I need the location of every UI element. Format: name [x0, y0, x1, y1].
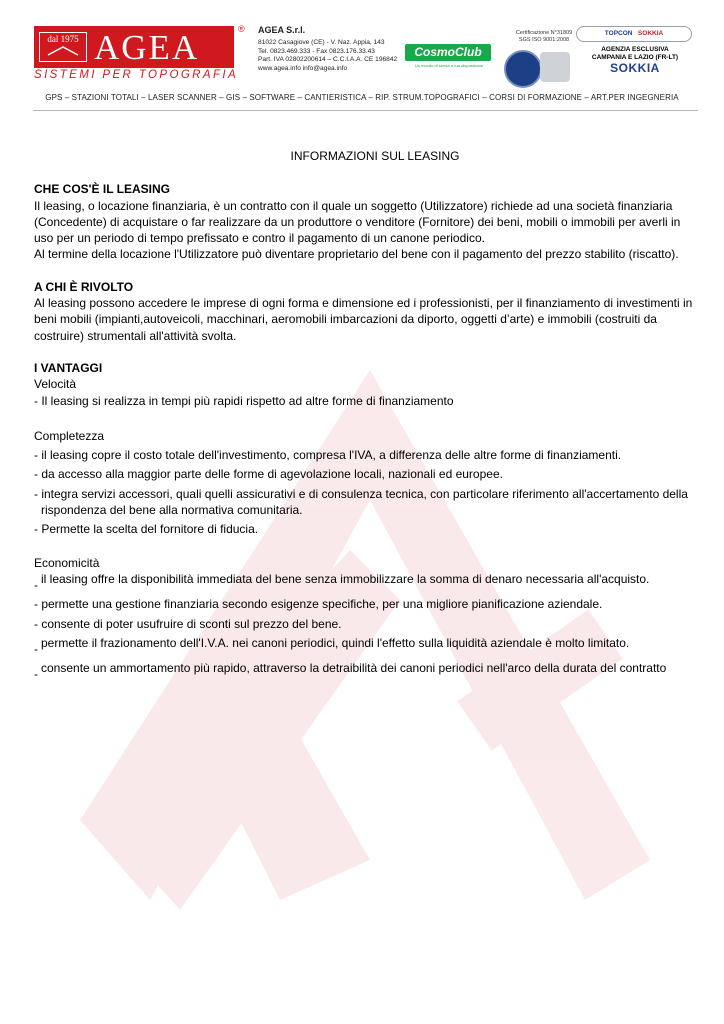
completezza-item: - il leasing copre il costo totale dell'investimento, compresa l'IVA, a differenza delle altre forme di finanziamenti.	[34, 448, 622, 463]
topcon-sokkia-badge	[576, 26, 692, 42]
company-phone: Tel. 0823.469.333 - Fax 0823.176.33.43	[258, 47, 375, 55]
cosmoclub-logo	[405, 44, 493, 72]
header-divider	[33, 110, 698, 111]
services-line: GPS – STAZIONI TOTALI – LASER SCANNER – GIS – SOFTWARE – CANTIERISTICA – RIP. STRUM.TOPOGRAFICI – CORSI DI FORMAZIONE – ART.PER INGEGNERIA	[45, 93, 679, 102]
sgs-seal-icon	[540, 52, 570, 82]
leasing-definition: Il leasing, o locazione finanziaria, è un contratto con il quale un soggetto (Utilizzatore) richiede ad una società finanziaria (Concedente) di acquistare o far realizzare da un produttore o venditore (Fornitore) dei beni, mobili o immobili per averli in uso per un periodo di tempo prefissato e contro il pagamento di un canone periodico.	[34, 198, 681, 246]
completezza-item: - da accesso alla maggior parte delle forme di agevolazione locali, nazionali ed europee.	[34, 467, 503, 482]
document-body	[34, 148, 694, 682]
section-heading-who: A CHI È RIVOLTO	[34, 279, 134, 294]
leasing-target: Al leasing possono accedere le imprese di ogni forma e dimensione ed i professionisti, per il finanziamento di investimenti in beni mobili (impianti,autoveicoli, macchinari, aeromobili imbarcazioni da diporto, oggetti d’arte) e immobili (costruiti da costruire) strumentali all'attività svolta.	[34, 296, 693, 343]
economicita-item	[34, 571, 694, 593]
company-web: www.agea.info info@agea.info	[258, 65, 348, 73]
sokkia-logo: SOKKIA	[610, 61, 660, 75]
economicita-item: - permette una gestione finanziaria secondo esigenze specifiche, per una migliore pianificazione aziendale.	[34, 597, 603, 612]
sokkia-brand: SOKKIA	[637, 30, 664, 37]
economicita-label: Economicità	[34, 555, 100, 570]
company-address: 81022 Casagiove (CE) - V. Naz. Appia, 143	[258, 38, 385, 46]
section-heading-what: CHE COS'È IL LEASING	[34, 182, 170, 197]
document-title: INFORMAZIONI SUL LEASING	[290, 149, 460, 163]
letterhead	[0, 0, 724, 110]
logo-name: AGEA	[94, 28, 200, 67]
agency-region: CAMPANIA E LAZIO (FR-LT)	[591, 54, 679, 61]
economicita-item: - consente di poter usufruire di sconti sul prezzo del bene.	[34, 616, 342, 631]
economicita-item-text: il leasing offre la disponibilità immediata del bene senza immobilizzare la somma di denaro necessaria all'acquisto.	[41, 571, 650, 586]
completezza-label: Completezza	[34, 428, 105, 443]
certification-block	[500, 30, 573, 90]
topcon-brand: TOPCON	[604, 30, 633, 37]
registered-mark: ®	[238, 24, 245, 34]
velocita-label: Velocità	[34, 377, 77, 392]
cosmoclub-name: CosmoClub	[405, 44, 491, 61]
logo-since-text: dal 1975	[47, 34, 79, 44]
brand-block	[576, 26, 694, 86]
bullet-dash: -	[34, 641, 38, 656]
cert-standard: SGS ISO 9001:2008	[518, 37, 570, 43]
agea-logo	[34, 24, 245, 81]
bullet-dash: -	[34, 577, 38, 592]
bullet-dash: -	[34, 667, 38, 682]
cert-number: Certificazione N°31809	[515, 30, 573, 36]
logo-since-badge	[39, 32, 87, 62]
economicita-item	[34, 635, 694, 657]
company-info	[258, 26, 397, 74]
economicita-item-text: permette il frazionamento dell'I.V.A. nei canoni periodici, quindi l'effetto sulla liquidità aziendale è molto limitato.	[41, 635, 630, 650]
logo-tagline: SISTEMI PER TOPOGRAFIA	[34, 69, 239, 81]
completezza-item: - integra servizi accessori, quali quelli assicurativi e di consulenza tecnica, con particolare riferimento all'accertamento della rispondenza del bene alla normativa comunitaria.	[34, 486, 688, 518]
company-vat: Part. IVA 02802200614 – C.C.I.A.A. CE 196842	[258, 56, 398, 64]
velocita-item: - Il leasing si realizza in tempi più rapidi rispetto ad altre forme di finanziamento	[34, 393, 454, 408]
certification-seal-icon	[504, 50, 542, 88]
economicita-item-text: consente un ammortamento più rapido, attraverso la detraibilità dei canoni periodici nell'arco della durata del contratto	[41, 661, 667, 676]
company-name: AGEA S.r.l.	[258, 25, 306, 35]
cosmoclub-subtitle: Un mondo di servizi a tua disposizione	[414, 63, 484, 68]
section-heading-advantages: I VANTAGGI	[34, 360, 103, 375]
completezza-item: - Permette la scelta del fornitore di fiducia.	[34, 522, 259, 537]
economicita-item	[34, 660, 694, 682]
leasing-redemption: Al termine della locazione l'Utilizzatore può diventare proprietario del bene con il pagamento del prezzo stabilito (riscatto).	[34, 247, 679, 262]
agency-label: AGENZIA ESCLUSIVA	[601, 46, 669, 53]
